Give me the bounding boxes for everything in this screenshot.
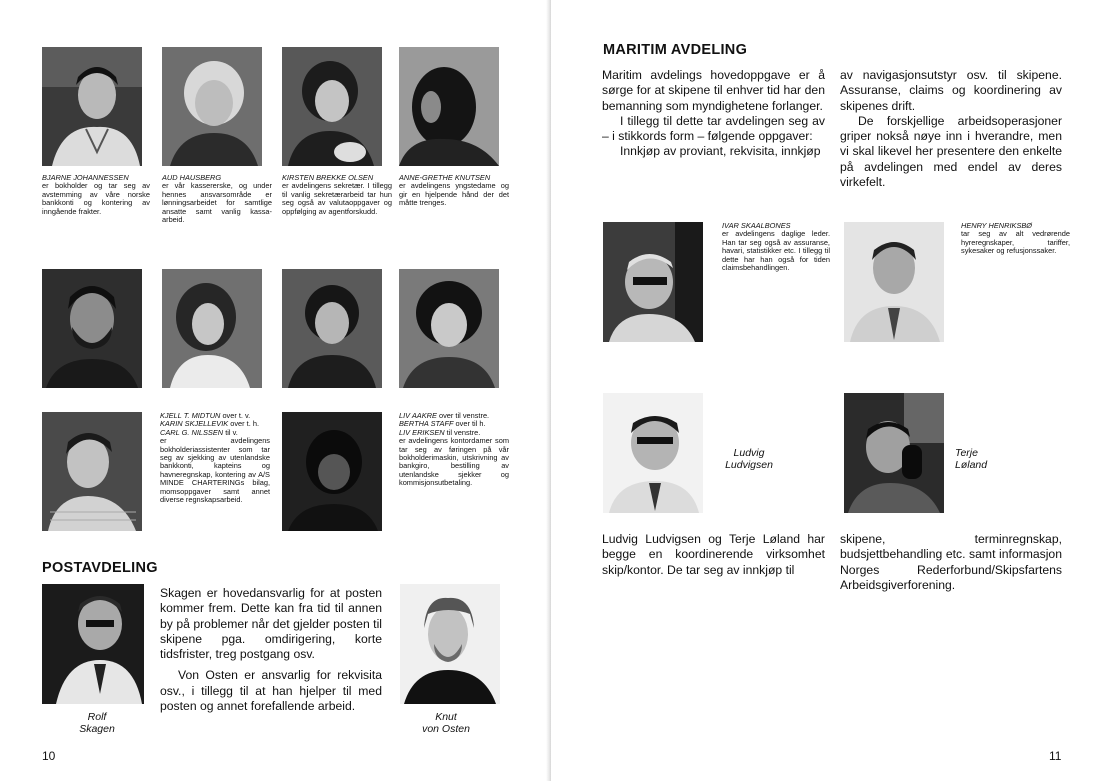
caption-anne-grethe-knutsen — [399, 174, 509, 208]
maritim-column-2 — [840, 68, 1062, 190]
caption-henry-henriksbo — [961, 222, 1070, 256]
caption-position: til v. — [225, 427, 238, 437]
left-page — [0, 0, 549, 781]
caption-name: CARL G. NILSSEN — [160, 427, 224, 437]
photo-ivar-skaalbones — [603, 222, 703, 342]
caption-bjarne-johannessen — [42, 174, 150, 216]
caption-name: ANNE-GRETHE KNUTSEN — [399, 173, 491, 182]
caption-terje-loland — [955, 447, 1005, 471]
caption-text: er vår kassererske, og under hennes ansvarsområde er lønningsarbeidet for samtlige ansatte samt vanlig kassa-arbeid. — [162, 181, 272, 225]
photo-bjarne-johannessen — [42, 47, 142, 166]
caption-name-line: Terje — [955, 447, 978, 459]
caption-text: er avdelingens kontordamer som tar seg av føringen på vår bokholderimaskin, utskrivning av bankgiro, bestilling av utenlandske sjekker og kommisjonsutbetaling. — [399, 436, 509, 488]
caption-name: KIRSTEN BREKKE OLSEN — [282, 173, 374, 182]
caption-position: over t. v. — [222, 411, 251, 420]
paragraph: Von Osten er ansvarlig for rekvisita osv., i tillegg til at han hjelper til med posten og annet forefallende arbeid. — [160, 668, 382, 714]
caption-name-line: Rolf — [87, 711, 107, 723]
paragraph: skipene, terminregnskap, budsjettbehandling etc. samt informasjon Norges Rederforbund/Skipsfartens Arbeidsgiverforening. — [840, 532, 1062, 592]
photo-knut-von-osten — [400, 584, 500, 704]
photo-kjell-midtun — [42, 269, 142, 388]
photo-rolf-skagen — [42, 584, 144, 704]
caption-name-line: Ludvigsen — [725, 459, 773, 471]
paragraph: I tillegg til dette tar avdelingen seg av – i stikkords form – følgende oppgaver: — [602, 113, 825, 144]
caption-name: LIV AAKRE — [399, 411, 437, 420]
caption-name: AUD HAUSBERG — [162, 173, 222, 182]
maritim-column-1 — [602, 68, 825, 160]
caption-company: A/S MINDE CHARTERINGs — [160, 469, 270, 488]
photo-bertha-staff — [399, 269, 499, 388]
caption-ivar-skaalbones — [722, 222, 830, 272]
page-number: 10 — [42, 749, 56, 763]
paragraph: av navigasjonsutstyr osv. til skipene. Assuranse, claims og koordinering av skipenes drift. — [840, 68, 1062, 113]
right-page — [551, 0, 1100, 781]
postavdeling-text — [160, 586, 382, 714]
caption-position: over til venstre. — [439, 411, 490, 420]
maritim-heading: MARITIM AVDELING — [603, 42, 748, 58]
caption-text: tar seg av alt vedrørende hyreregnskaper, tariffer, sykesaker og refusjonssaker. — [961, 229, 1070, 256]
caption-name: KARIN SKJELLEVIK — [160, 419, 229, 429]
photo-carl-nilssen — [42, 412, 142, 531]
caption-name-line: von Osten — [422, 723, 470, 735]
photo-kirsten-brekke-olsen — [282, 47, 382, 166]
caption-text: bilag, momsoppgaver samt annet diverse regnskapsarbeid. — [160, 478, 270, 505]
caption-name: IVAR SKAALBONES — [722, 221, 791, 230]
caption-knut-von-osten — [400, 711, 492, 735]
photo-anne-grethe-knutsen — [399, 47, 499, 166]
caption-name: LIV ERIKSEN — [399, 427, 445, 437]
bottom-column-1 — [602, 532, 825, 578]
photo-ludvig-ludvigsen — [603, 393, 703, 513]
page-number: 11 — [1049, 749, 1062, 763]
caption-position: over t. h. — [230, 419, 260, 429]
caption-name: HENRY HENRIKSBØ — [961, 221, 1033, 230]
caption-group-liv-bertha-liv — [399, 412, 509, 488]
caption-rolf-skagen — [42, 711, 152, 735]
caption-text: er avdelingens sekretær. I tillegg til vanlig sekretærarbeid tar hun seg også av valutaoppgaver og oppfølging av agentforskudd. — [282, 181, 392, 216]
bottom-column-2 — [840, 532, 1062, 593]
caption-name-line: Løland — [955, 459, 988, 471]
photo-terje-loland — [844, 393, 944, 513]
caption-aud-hausberg — [162, 174, 272, 224]
paragraph: Maritim avdelings hovedoppgave er å sørge for at skipene til enhver tid har den bemanning som myndighetene forlanger. — [602, 68, 825, 113]
caption-name-line: Knut — [435, 711, 457, 723]
caption-text: er avdelingens daglige leder. Han tar seg også av assuranse, havari, statistikker etc. I tillegg til dette har han også for tiden claimsbehandlingen. — [722, 229, 830, 273]
photo-karin-skjellevik — [162, 269, 262, 388]
postavdeling-heading: POSTAVDELING — [42, 560, 158, 576]
photo-henry-henriksbo — [844, 222, 944, 342]
photo-liv-aakre — [282, 269, 382, 388]
photo-aud-hausberg — [162, 47, 262, 166]
paragraph: Innkjøp av proviant, rekvisita, innkjøp — [620, 144, 821, 159]
caption-name-line: Ludvig — [733, 447, 765, 459]
caption-group-kjell-karin-carl — [160, 412, 270, 504]
caption-name-line: Skagen — [79, 723, 115, 735]
paragraph: De forskjellige arbeidsoperasjoner griper nokså nøye inn i hverandre, men vi skal likevel her presentere den enkelte på avdelingen med endel av deres virkefelt. — [840, 113, 1062, 190]
caption-name: BJARNE JOHANNESSEN — [42, 173, 129, 182]
paragraph: Ludvig Ludvigsen og Terje Løland har begge en koordinerende virksomhet skip/kontor. De tar seg av innkjøp til — [602, 532, 825, 577]
paragraph: Skagen er hovedansvarlig for at posten kommer frem. Dette kan fra tid til annen by på problemer når det gjelder posten til skipene pga. omdirigering, korte tidsfrister, treg postgang osv. — [160, 586, 382, 662]
caption-text: er avdelingens bokholderiassistenter som tar seg av sjekking av utenlandske bankkonti, kapteins og havneregnskap, kontering av — [160, 436, 270, 479]
caption-kirsten-brekke-olsen — [282, 174, 392, 216]
caption-name: KJELL T. MIDTUN — [160, 411, 221, 420]
photo-liv-eriksen — [282, 412, 382, 531]
caption-ludvig-ludvigsen — [719, 447, 779, 471]
caption-text: er avdelingens yngstedame og gir en hjelpende hånd der det måtte trenges. — [399, 181, 509, 208]
caption-position: til venstre. — [446, 427, 481, 437]
caption-text: er bokholder og tar seg av avstemming av våre norske bankkonti og kontering av inngående frakter. — [42, 181, 150, 216]
caption-name: BERTHA STAFF — [399, 419, 454, 429]
caption-position: over til h. — [455, 419, 486, 429]
